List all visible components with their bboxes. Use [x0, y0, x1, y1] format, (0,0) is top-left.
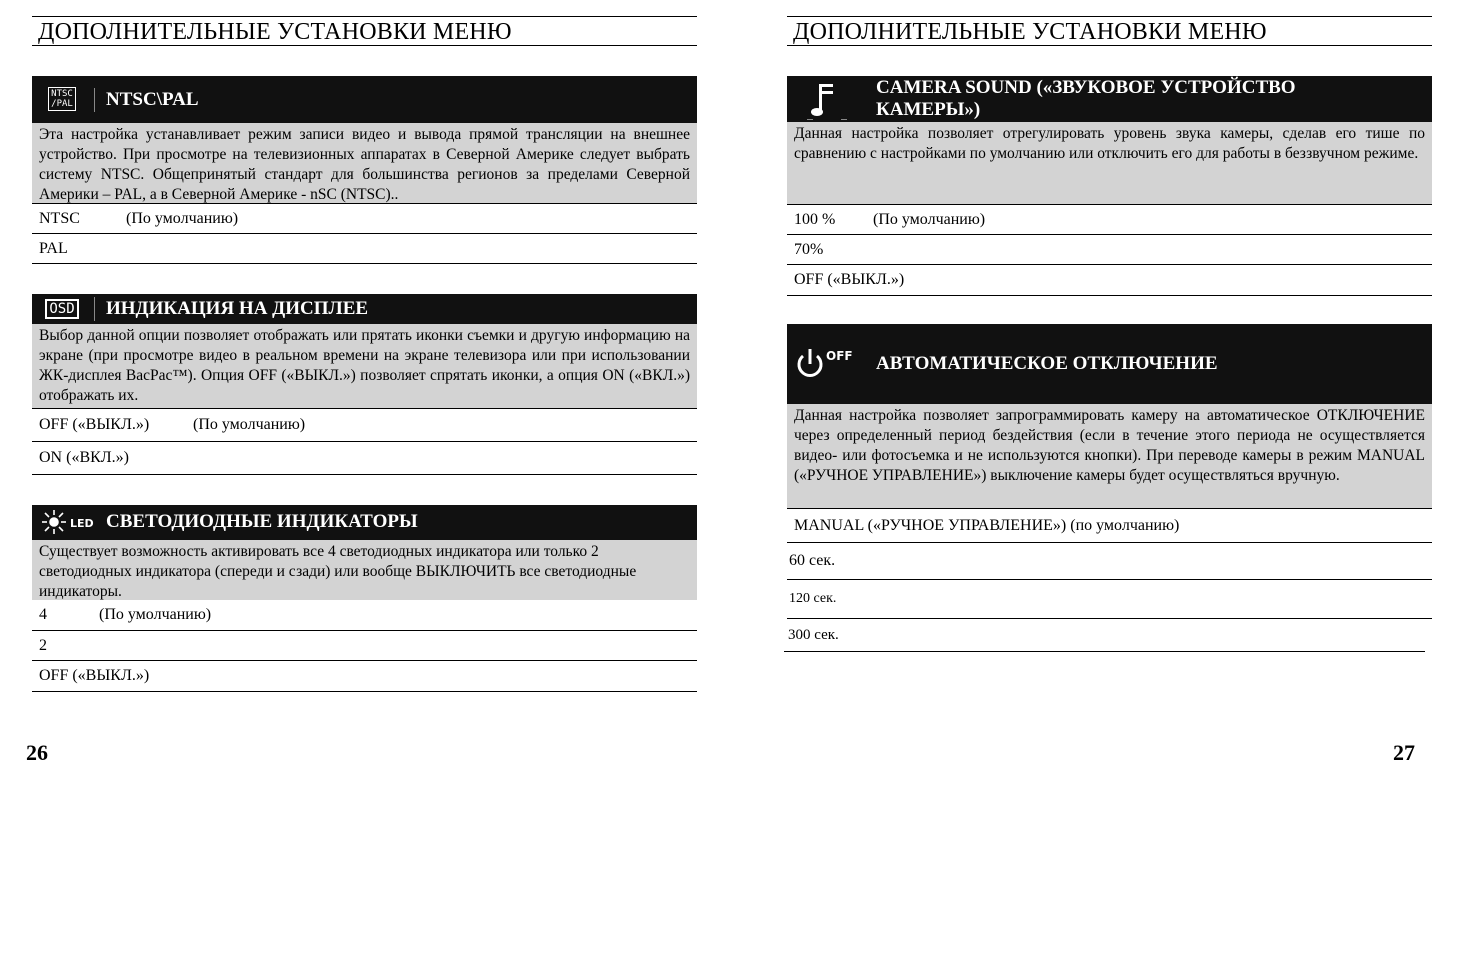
section-header [787, 324, 1432, 404]
osd-icon: OSD [39, 297, 85, 321]
section-description: Эта настройка устанавливает режим записи видео и вывода прямой трансляции на внешнее устройство. При просмотре на телевизионных аппаратах в Северной Америке следует выбрать систему NTSC. Общепринятый стандарт для большинства регионов за пределами Северной Америки – PAL, а в Северной Америке - nSC (NTSC).. [32, 123, 697, 203]
section-description: Данная настройка позволяет отрегулировать уровень звука камеры, сделав его тише по сравнению с настройками по умолчанию или отключить его для работы в беззвучном режиме. [787, 122, 1432, 204]
option-300-sec[interactable]: 300 сек. [784, 619, 1425, 652]
page-number: 26 [26, 740, 48, 765]
option-manual[interactable]: MANUAL («РУЧНОЕ УПРАВЛЕНИЕ») (по умолчанию) [787, 508, 1432, 543]
option-osd-on[interactable]: ON («ВКЛ.») [32, 442, 697, 475]
option-sound-70[interactable]: 70% [787, 235, 1432, 265]
section-led [32, 505, 697, 692]
page-title: ДОПОЛНИТЕЛЬНЫЕ УСТАНОВКИ МЕНЮ [32, 16, 697, 46]
section-camera-sound [787, 76, 1432, 296]
section-osd [32, 294, 697, 475]
section-ntsc-pal [32, 76, 697, 264]
option-sound-off[interactable]: OFF («ВЫКЛ.») [787, 265, 1432, 296]
option-sound-100[interactable]: 100 % (По умолчанию) [787, 204, 1432, 235]
option-120-sec[interactable]: 120 сек. [787, 580, 1432, 619]
option-led-off[interactable]: OFF («ВЫКЛ.») [32, 661, 697, 692]
option-pal[interactable]: PAL [32, 234, 697, 264]
section-title: СВЕТОДИОДНЫЕ ИНДИКАТОРЫ [106, 511, 418, 532]
option-led-4[interactable]: 4 (По умолчанию) [32, 600, 697, 631]
svg-text:LED: LED [70, 517, 94, 530]
section-title: CAMERA SOUND («ЗВУКОВОЕ УСТРОЙСТВО КАМЕРЫ») [876, 77, 1296, 120]
section-title: NTSC\PAL [106, 89, 199, 110]
page-title: ДОПОЛНИТЕЛЬНЫЕ УСТАНОВКИ МЕНЮ [787, 16, 1432, 46]
svg-text:OFF: OFF [826, 349, 853, 363]
section-header [32, 505, 697, 540]
led-icon [38, 508, 100, 536]
section-title: ИНДИКАЦИЯ НА ДИСПЛЕЕ [106, 298, 369, 319]
page-number: 27 [1393, 740, 1415, 765]
section-description: Данная настройка позволяет запрограммировать камеру на автоматическое ОТКЛЮЧЕНИЕ через определенный период бездействия (если в течение этого периода не осуществляется видео- или фотосъемка и не используются кнопки). При переводе камеры в режим MANUAL («РУЧНОЕ УПРАВЛЕНИЕ») выключение камеры будет осуществляться вручную. [787, 404, 1432, 508]
section-header [32, 76, 697, 123]
option-osd-off[interactable]: OFF («ВЫКЛ.») (По умолчанию) [32, 408, 697, 442]
power-off-icon [793, 344, 857, 384]
section-description: Выбор данной опции позволяет отображать или прятать иконки съемки и другую информацию на экране (при просмотре видео в реальном времени на экране телевизора или при использовании ЖК-дисплея BacPac™). Опция OFF («ВЫКЛ.») позволяет спрятать иконки, а опция ON («ВКЛ.») отображать их. [32, 324, 697, 408]
section-header [32, 294, 697, 324]
option-led-2[interactable]: 2 [32, 631, 697, 661]
ntsc-pal-icon: NTSC /PAL [39, 84, 85, 114]
option-ntsc[interactable]: NTSC (По умолчанию) [32, 203, 697, 234]
section-description: Существует возможность активировать все 4 светодиодных индикатора или только 2 светодиодных индикатора (спереди и сзади) или вообще ВЫКЛЮЧИТЬ все светодиодные индикаторы. [32, 540, 697, 600]
option-60-sec[interactable]: 60 сек. [787, 543, 1432, 580]
section-title: АВТОМАТИЧЕСКОЕ ОТКЛЮЧЕНИЕ [876, 353, 1218, 374]
section-header [787, 76, 1432, 122]
music-note-icon [807, 80, 847, 120]
section-auto-off [787, 324, 1432, 652]
